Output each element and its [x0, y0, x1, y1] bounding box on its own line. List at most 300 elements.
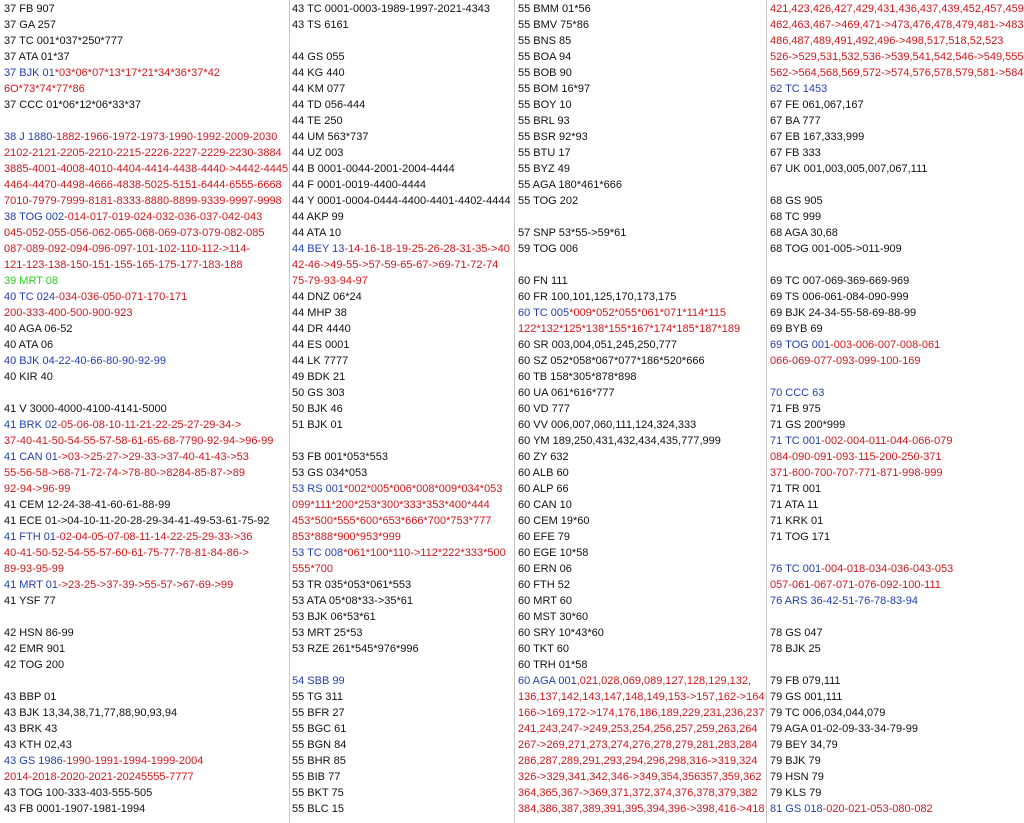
plate-line — [768, 289, 1024, 305]
plate-text: 60 VV 006,007,060,111,124,324,333 — [518, 419, 697, 431]
plate-text: 60 SZ 052*058*067*077*186*520*666 — [518, 355, 705, 367]
plate-text: 79 KLS 79 — [770, 787, 822, 799]
plate-text: 057-061-067-071-076-092-100-111 — [770, 579, 941, 591]
plate-text: 43 FB 0001-1907-1981-1994 — [4, 803, 146, 815]
plate-line — [2, 513, 289, 529]
plate-text: 43 BBP 01 — [4, 691, 57, 703]
plate-line — [516, 401, 766, 417]
blank-line — [2, 673, 289, 689]
plate-text: 43 BRK 43 — [4, 723, 58, 735]
plate-text: 43 KTH 02,43 — [4, 739, 72, 751]
plate-line — [516, 97, 766, 113]
plate-text: 44 KG 440 — [292, 67, 345, 79]
plate-text: 69 BJK 24-34-55-58-69-88-99 — [770, 307, 917, 319]
plate-line — [2, 401, 289, 417]
plate-line — [768, 81, 1024, 97]
plate-text: 55 BFR 27 — [292, 707, 345, 719]
plate-line — [290, 17, 514, 33]
plate-text: 60 EFE 79 — [518, 531, 570, 543]
plate-text: 37 BJK 01 — [4, 67, 55, 79]
plate-text: -1990-1991-1994-1999-2004 — [62, 755, 204, 767]
plate-line — [290, 625, 514, 641]
plate-line — [2, 177, 289, 193]
plate-line — [516, 705, 766, 721]
plate-line — [516, 337, 766, 353]
plate-text: 55 BLC 15 — [292, 803, 344, 815]
plate-text: 40-41-50-52-54-55-57-60-61-75-77-78-81-84-86-> — [4, 547, 249, 559]
plate-line — [2, 577, 289, 593]
plate-line — [2, 145, 289, 161]
plate-line — [2, 593, 289, 609]
plate-text: 49 BDK 21 — [292, 371, 346, 383]
plate-line — [768, 17, 1024, 33]
plate-line — [290, 305, 514, 321]
plate-line — [2, 241, 289, 257]
plate-line — [2, 353, 289, 369]
plate-line — [290, 801, 514, 817]
plate-text: ->23-25->37-39->55-57->67-69->99 — [58, 579, 234, 591]
plate-line — [290, 1, 514, 17]
plate-text: 79 HSN 79 — [770, 771, 824, 783]
plate-text: 79 FB 079,111 — [770, 675, 841, 687]
plate-line — [768, 65, 1024, 81]
plate-text: 68 TOG 001-005->011-909 — [770, 243, 902, 255]
plate-text: 53 FB 001*053*553 — [292, 451, 389, 463]
blank-line — [290, 33, 514, 49]
plate-line — [2, 369, 289, 385]
plate-line — [290, 737, 514, 753]
plate-line — [516, 353, 766, 369]
plate-text: 53 RS 001 — [292, 483, 344, 495]
plate-text: 44 F 0001-0019-4400-4444 — [292, 179, 426, 191]
plate-text: -002-004-011-044-066-079 — [821, 435, 953, 447]
plate-text: 2014-2018-2020-2021-20245555-7777 — [4, 771, 194, 783]
blank-line — [290, 657, 514, 673]
plate-line — [290, 145, 514, 161]
plate-line — [290, 49, 514, 65]
plate-text: 43 TOG 100-333-403-555-505 — [4, 787, 153, 799]
plate-text: 71 KRK 01 — [770, 515, 824, 527]
plate-text: 39 MRT 08 — [4, 275, 59, 287]
plate-text: 71 TR 001 — [770, 483, 822, 495]
plate-line — [290, 513, 514, 529]
plate-line — [2, 561, 289, 577]
plate-line — [2, 81, 289, 97]
plate-line — [290, 577, 514, 593]
plate-line — [2, 321, 289, 337]
plate-line — [768, 353, 1024, 369]
plate-text: 7010-7979-7999-8181-8333-8880-8899-9339-9997-9998 — [4, 195, 282, 207]
plate-text: 453*500*555*600*653*666*700*753*777 — [292, 515, 492, 527]
plate-line — [2, 497, 289, 513]
plate-text: 60 YM 189,250,431,432,434,435,777,999 — [518, 435, 721, 447]
plate-line — [516, 193, 766, 209]
plate-text: 55 BOB 90 — [518, 67, 572, 79]
plate-text: -1882-1966-1972-1973-1990-1992-2009-2030 — [52, 131, 278, 143]
plate-line — [768, 337, 1024, 353]
plate-text: 71 ATA 11 — [770, 499, 819, 511]
plate-text: 53 GS 034*053 — [292, 467, 368, 479]
blank-line — [2, 113, 289, 129]
blank-line — [2, 385, 289, 401]
plate-text: 53 TR 035*053*061*553 — [292, 579, 412, 591]
plate-text: 55 BSR 92*93 — [518, 131, 588, 143]
plate-line — [290, 769, 514, 785]
plate-text: 55 BIB 77 — [292, 771, 341, 783]
plate-text: 60 FTH 52 — [518, 579, 570, 591]
plate-text: 37 TC 001*037*250*777 — [4, 35, 124, 47]
plate-line — [290, 81, 514, 97]
plate-line — [2, 161, 289, 177]
plate-text: 60 MRT 60 — [518, 595, 573, 607]
plate-line — [290, 785, 514, 801]
plate-text: 71 TOG 171 — [770, 531, 831, 543]
plate-line — [768, 193, 1024, 209]
plate-line — [2, 209, 289, 225]
plate-line — [290, 465, 514, 481]
plate-line — [516, 593, 766, 609]
plate-text: 44 DNZ 06*24 — [292, 291, 362, 303]
plate-line — [768, 593, 1024, 609]
plate-line — [768, 241, 1024, 257]
plate-line — [768, 305, 1024, 321]
plate-text: -05-06-08-10-11-21-22-25-27-29-34-> — [57, 419, 242, 431]
column-4 — [768, 0, 1024, 823]
plate-text: 066-069-077-093-099-100-169 — [770, 355, 921, 367]
plate-line — [2, 1, 289, 17]
plate-line — [516, 689, 766, 705]
plate-line — [516, 225, 766, 241]
plate-text: 53 TC 008 — [292, 547, 344, 559]
plate-line — [516, 145, 766, 161]
plate-text: 57 SNP 53*55->59*61 — [518, 227, 627, 239]
plate-line — [516, 481, 766, 497]
plate-line — [290, 193, 514, 209]
plate-text: 44 LK 7777 — [292, 355, 349, 367]
plate-text: 60 CEM 19*60 — [518, 515, 590, 527]
plate-line — [290, 161, 514, 177]
plate-line — [2, 225, 289, 241]
plate-line — [516, 625, 766, 641]
plate-line — [2, 129, 289, 145]
plate-text: 60 CAN 10 — [518, 499, 572, 511]
plate-text: 62 TC 1453 — [770, 83, 828, 95]
plate-text: -034-036-050-071-170-171 — [55, 291, 188, 303]
plate-text: 60 ALP 66 — [518, 483, 569, 495]
blank-line — [768, 545, 1024, 561]
plate-text: 60 SR 003,004,051,245,250,777 — [518, 339, 678, 351]
plate-text: 122*132*125*138*155*167*174*185*187*189 — [518, 323, 741, 335]
plate-text: -02-04-05-07-08-11-14-22-25-29-33->36 — [55, 531, 253, 543]
plate-line — [516, 17, 766, 33]
plate-line — [768, 497, 1024, 513]
plate-line — [516, 33, 766, 49]
plate-text: 79 BJK 79 — [770, 755, 821, 767]
plate-text: *061*100*110->112*222*333*500 — [343, 547, 506, 559]
plate-line — [768, 481, 1024, 497]
plate-text: 2102-2121-2205-2210-2215-2226-2227-2229-2230-3884 — [4, 147, 282, 159]
plate-text: 69 TS 006-061-084-090-999 — [770, 291, 909, 303]
plate-line — [290, 241, 514, 257]
plate-text: 045-052-055-056-062-065-068-069-073-079-082-085 — [4, 227, 265, 239]
plate-line — [290, 225, 514, 241]
plate-line — [516, 465, 766, 481]
plate-line — [516, 385, 766, 401]
plate-line — [516, 321, 766, 337]
plate-line — [516, 641, 766, 657]
plate-line — [516, 561, 766, 577]
plate-text: 68 GS 905 — [770, 195, 823, 207]
plate-line — [768, 513, 1024, 529]
plate-line — [290, 753, 514, 769]
plate-text: 41 YSF 77 — [4, 595, 56, 607]
plate-line — [290, 177, 514, 193]
plate-text: 60 ERN 06 — [518, 563, 572, 575]
plate-line — [516, 289, 766, 305]
plate-line — [516, 673, 766, 689]
plate-text: 44 MHP 38 — [292, 307, 347, 319]
plate-line — [290, 481, 514, 497]
plate-text: 267->269,271,273,274,276,278,279,281,283,284 — [518, 739, 758, 751]
plate-text: 68 AGA 30,68 — [770, 227, 838, 239]
plate-line — [768, 449, 1024, 465]
blank-line — [516, 257, 766, 273]
plate-text: 099*111*200*253*300*333*353*400*444 — [292, 499, 490, 511]
plate-line — [768, 705, 1024, 721]
plate-line — [768, 273, 1024, 289]
plate-line — [290, 561, 514, 577]
plate-text: 68 TC 999 — [770, 211, 822, 223]
plate-text: 55 BGC 61 — [292, 723, 347, 735]
plate-text: 286,287,289,291,293,294,296,298,316->319,324 — [518, 755, 758, 767]
plate-line — [290, 129, 514, 145]
plate-text: 55 BRL 93 — [518, 115, 570, 127]
blank-line — [768, 257, 1024, 273]
plate-text: 55 BYZ 49 — [518, 163, 570, 175]
plate-line — [2, 705, 289, 721]
plate-text: 40 ATA 06 — [4, 339, 54, 351]
plate-text: 71 GS 200*999 — [770, 419, 846, 431]
plate-line — [768, 161, 1024, 177]
plate-line — [516, 433, 766, 449]
plate-line — [516, 657, 766, 673]
plate-text: 40 TC 024 — [4, 291, 56, 303]
plate-line — [768, 561, 1024, 577]
plate-line — [516, 721, 766, 737]
plate-line — [2, 465, 289, 481]
plate-line — [2, 257, 289, 273]
blank-line — [2, 609, 289, 625]
plate-text: 76 ARS 36-42-51-76-78-83-94 — [770, 595, 918, 607]
plate-text: 69 TC 007-069-369-669-969 — [770, 275, 910, 287]
plate-line — [2, 337, 289, 353]
plate-line — [2, 801, 289, 817]
plate-line — [768, 801, 1024, 817]
plate-line — [290, 209, 514, 225]
plate-line — [290, 289, 514, 305]
plate-text: 60 FR 100,101,125,170,173,175 — [518, 291, 677, 303]
plate-text: 67 BA 777 — [770, 115, 821, 127]
plate-line — [290, 689, 514, 705]
plate-text: 81 GS 018 — [770, 803, 823, 815]
plate-line — [516, 305, 766, 321]
plate-text: 71 FB 975 — [770, 403, 821, 415]
plate-text: 44 GS 055 — [292, 51, 345, 63]
plate-line — [2, 545, 289, 561]
plate-text: 44 AKP 99 — [292, 211, 344, 223]
plate-line — [516, 737, 766, 753]
plate-line — [516, 577, 766, 593]
plate-line — [290, 321, 514, 337]
plate-text: 76 TC 001 — [770, 563, 822, 575]
plate-line — [768, 385, 1024, 401]
plate-text: 55 BHR 85 — [292, 755, 346, 767]
plate-text: 41 CAN 01 — [4, 451, 58, 463]
plate-text: 69 TOG 001 — [770, 339, 831, 351]
plate-text: 166->169,172->174,176,186,189,229,231,236,237 — [518, 707, 765, 719]
plate-line — [2, 481, 289, 497]
plate-text: ->03->25-27->29-33->37-40-41-43->53 — [57, 451, 249, 463]
plate-text: -14-16-18-19-25-26-28-31-35->40 — [344, 243, 510, 255]
plate-line — [768, 577, 1024, 593]
plate-line — [516, 241, 766, 257]
plate-line — [290, 337, 514, 353]
plate-text: 60 TRH 01*58 — [518, 659, 588, 671]
plate-line — [516, 513, 766, 529]
plate-text: 4464-4470-4498-4666-4838-5025-5151-6444-6555-6668 — [4, 179, 282, 191]
plate-line — [2, 641, 289, 657]
plate-text: 41 V 3000-4000-4100-4141-5000 — [4, 403, 167, 415]
plate-text: 53 BJK 06*53*61 — [292, 611, 376, 623]
plate-text: 55 BTU 17 — [518, 147, 571, 159]
plate-line — [290, 113, 514, 129]
plate-line — [768, 625, 1024, 641]
plate-text: 42 TOG 200 — [4, 659, 65, 671]
plate-text: 59 TOG 006 — [518, 243, 579, 255]
plate-text: 67 FB 333 — [770, 147, 821, 159]
plate-line — [768, 737, 1024, 753]
plate-text: 42-46->49-55->57-59-65-67->69-71-72-74 — [292, 259, 499, 271]
plate-line — [290, 609, 514, 625]
plate-text: 421,423,426,427,429,431,436,437,439,452,457,459 — [770, 3, 1024, 15]
plate-line — [768, 129, 1024, 145]
plate-text: 43 TS 6161 — [292, 19, 349, 31]
plate-line — [2, 529, 289, 545]
plate-line — [768, 465, 1024, 481]
plate-text: 60 FN 111 — [518, 275, 568, 287]
plate-text: 55 BKT 75 — [292, 787, 344, 799]
plate-text: 364,365,367->369,371,372,374,376,378,379,382 — [518, 787, 758, 799]
blank-line — [516, 209, 766, 225]
plate-text: 41 BRK 02 — [4, 419, 58, 431]
plate-text: -004-018-034-036-043-053 — [821, 563, 954, 575]
plate-line — [290, 705, 514, 721]
plate-text: 55 TOG 202 — [518, 195, 579, 207]
plate-line — [290, 593, 514, 609]
plate-text: 92-94->96-99 — [4, 483, 71, 495]
plate-text: 41 ECE 01->04-10-11-20-28-29-34-41-49-53-61-75-92 — [4, 515, 270, 527]
plate-text: 42 EMR 901 — [4, 643, 66, 655]
plate-text: *009*052*055*061*071*114*115 — [569, 307, 726, 319]
plate-text: -020-021-053-080-082 — [822, 803, 933, 815]
plate-line — [290, 545, 514, 561]
plate-line — [516, 113, 766, 129]
plate-text: 44 ATA 10 — [292, 227, 342, 239]
plate-text: 462,463,467->469,471->473,476,478,479,481->483 — [770, 19, 1024, 31]
plate-text: 55 BOY 10 — [518, 99, 572, 111]
plate-text: 41 CEM 12-24-38-41-60-61-88-99 — [4, 499, 171, 511]
blank-line — [768, 177, 1024, 193]
plate-line — [2, 625, 289, 641]
plate-text: 67 FE 061,067,167 — [770, 99, 864, 111]
plate-line — [516, 81, 766, 97]
plate-text: 200-333-400-500-900-923 — [4, 307, 133, 319]
plate-text: 241,243,247->249,253,254,256,257,259,263,264 — [518, 723, 758, 735]
plate-text: 6O*73*74*77*86 — [4, 83, 85, 95]
plate-line — [768, 433, 1024, 449]
plate-text: 55 BOA 94 — [518, 51, 572, 63]
plate-text: 50 BJK 46 — [292, 403, 343, 415]
plate-line — [2, 65, 289, 81]
plate-line — [290, 353, 514, 369]
blank-line — [768, 369, 1024, 385]
plate-line — [290, 529, 514, 545]
plate-text: 60 TB 158*305*878*898 — [518, 371, 637, 383]
plate-text: -003-006-007-008-061 — [830, 339, 941, 351]
plate-line — [768, 417, 1024, 433]
plate-text: 44 Y 0001-0004-0444-4400-4401-4402-4444 — [292, 195, 511, 207]
plate-text: 3885-4001-4008-4010-4404-4414-4438-4440->4442-4445 — [4, 163, 289, 175]
plate-text: 53 MRT 25*53 — [292, 627, 363, 639]
plate-line — [516, 177, 766, 193]
plate-text: 60 TKT 60 — [518, 643, 569, 655]
plate-line — [516, 449, 766, 465]
plate-line — [768, 113, 1024, 129]
plate-text: 44 DR 4440 — [292, 323, 351, 335]
plate-text: 37 GA 257 — [4, 19, 56, 31]
plate-text: 55 BMM 01*56 — [518, 3, 591, 15]
plate-line — [2, 753, 289, 769]
plate-line — [2, 33, 289, 49]
plate-line — [2, 97, 289, 113]
plate-text: 44 UM 563*737 — [292, 131, 369, 143]
plate-text: 50 GS 303 — [292, 387, 345, 399]
column-1 — [2, 0, 290, 823]
plate-text: 43 BJK 13,34,38,71,77,88,90,93,94 — [4, 707, 178, 719]
plate-text: 75-79-93-94-97 — [292, 275, 368, 287]
plate-text: 60 MST 30*60 — [518, 611, 589, 623]
plate-text: 55 BOM 16*97 — [518, 83, 591, 95]
plate-line — [2, 785, 289, 801]
plate-line — [290, 273, 514, 289]
plate-text: 69 BYB 69 — [770, 323, 823, 335]
plate-line — [768, 401, 1024, 417]
plate-line — [516, 65, 766, 81]
plate-line — [768, 785, 1024, 801]
plate-text: 384,386,387,389,391,395,394,396->398,416->418 — [518, 803, 765, 815]
plate-line — [290, 257, 514, 273]
blank-line — [768, 657, 1024, 673]
plate-text: 60 SRY 10*43*60 — [518, 627, 604, 639]
plate-text: 79 TC 006,034,044,079 — [770, 707, 886, 719]
plate-text: 43 GS 1986 — [4, 755, 63, 767]
plate-line — [516, 769, 766, 785]
plate-line — [768, 753, 1024, 769]
plate-line — [290, 673, 514, 689]
plate-text: 37 ATA 01*37 — [4, 51, 70, 63]
plate-line — [516, 369, 766, 385]
plate-line — [516, 161, 766, 177]
